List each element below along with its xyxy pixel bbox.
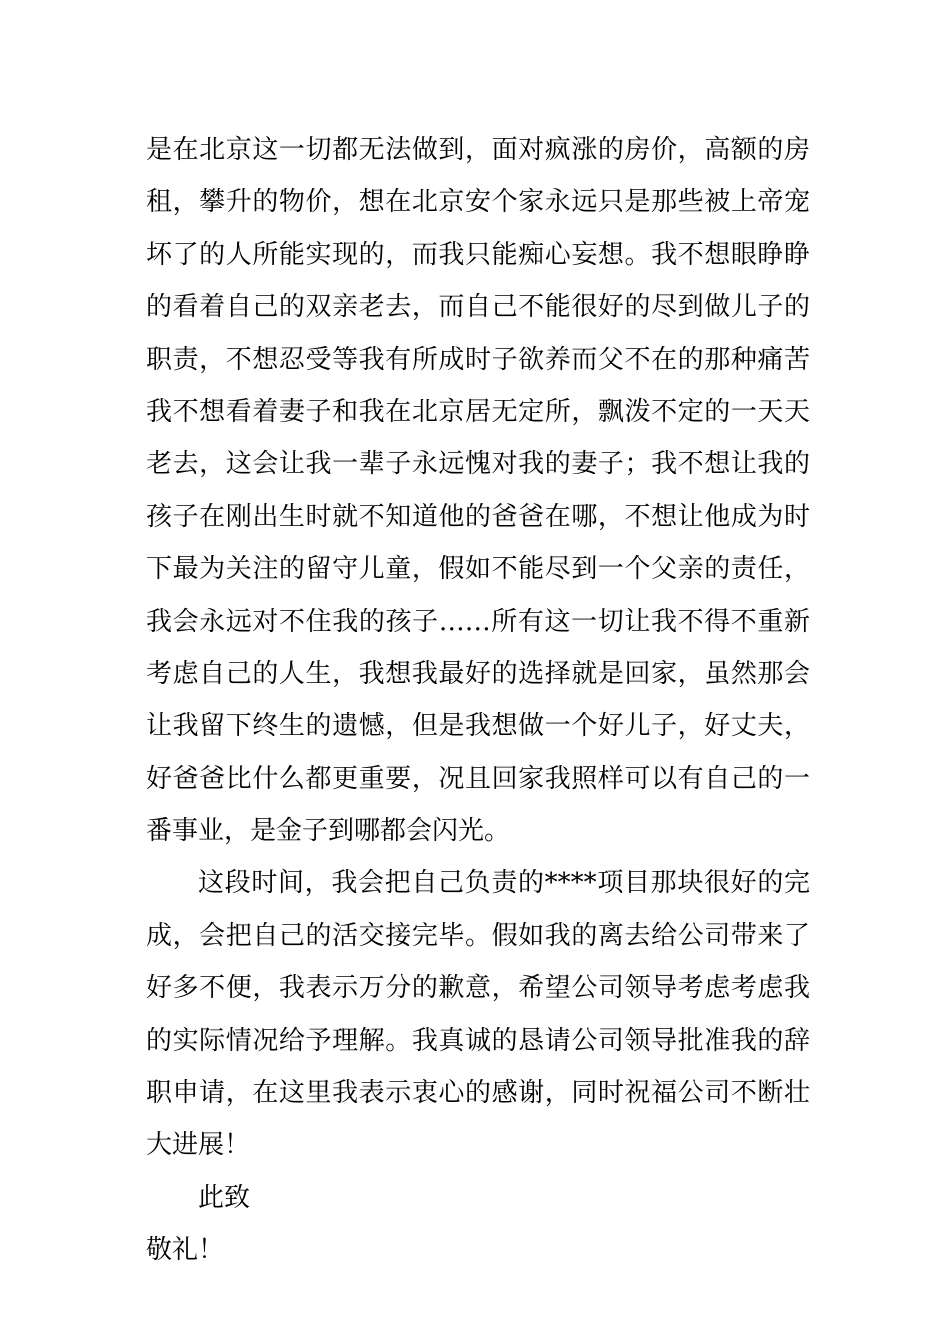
paragraph-line: 孩子在刚出生时就不知道他的爸爸在哪，不想让他成为时 [146, 501, 810, 532]
paragraph-line: 租，攀升的物价，想在北京安个家永远只是那些被上帝宠 [146, 187, 810, 218]
paragraph-line: 番事业，是金子到哪都会闪光。 [146, 816, 511, 847]
paragraph-line: 让我留下终生的遗憾，但是我想做一个好儿子，好丈夫， [146, 711, 810, 742]
closing-line: 此致 [198, 1182, 251, 1213]
paragraph-line: 的看着自己的双亲老去，而自己不能很好的尽到做儿子的 [146, 292, 810, 323]
paragraph-line: 这段时间，我会把自己负责的****项目那块很好的完 [198, 868, 810, 899]
paragraph-line: 大进展！ [146, 1130, 251, 1161]
paragraph-line: 我不想看着妻子和我在北京居无定所，飘泼不定的一天天 [146, 396, 810, 427]
paragraph-line: 的实际情况给予理解。我真诚的恳请公司领导批准我的辞 [146, 1025, 810, 1056]
paragraph-line: 成，会把自己的活交接完毕。假如我的离去给公司带来了 [146, 920, 810, 951]
paragraph-line: 下最为关注的留守儿童，假如不能尽到一个父亲的责任， [146, 554, 810, 585]
paragraph-line: 职申请，在这里我表示衷心的感谢，同时祝福公司不断壮 [146, 1078, 810, 1109]
paragraph-line: 考虑自己的人生，我想我最好的选择就是回家，虽然那会 [146, 658, 810, 689]
letter-body [146, 124, 810, 1277]
paragraph-line: 好爸爸比什么都更重要，况且回家我照样可以有自己的一 [146, 763, 810, 794]
paragraph-line: 我会永远对不住我的孩子……所有这一切让我不得不重新 [146, 606, 810, 637]
paragraph-line: 是在北京这一切都无法做到，面对疯涨的房价，高额的房 [146, 135, 810, 165]
paragraph-line: 好多不便，我表示万分的歉意，希望公司领导考虑考虑我 [146, 973, 810, 1004]
paragraph-line: 职责，不想忍受等我有所成时子欲养而父不在的那种痛苦 [146, 344, 810, 375]
paragraph-line: 坏了的人所能实现的，而我只能痴心妄想。我不想眼睁睁 [146, 239, 810, 270]
salutation-line: 敬礼！ [146, 1235, 225, 1266]
paragraph-line: 老去，这会让我一辈子永远愧对我的妻子；我不想让我的 [146, 449, 810, 480]
